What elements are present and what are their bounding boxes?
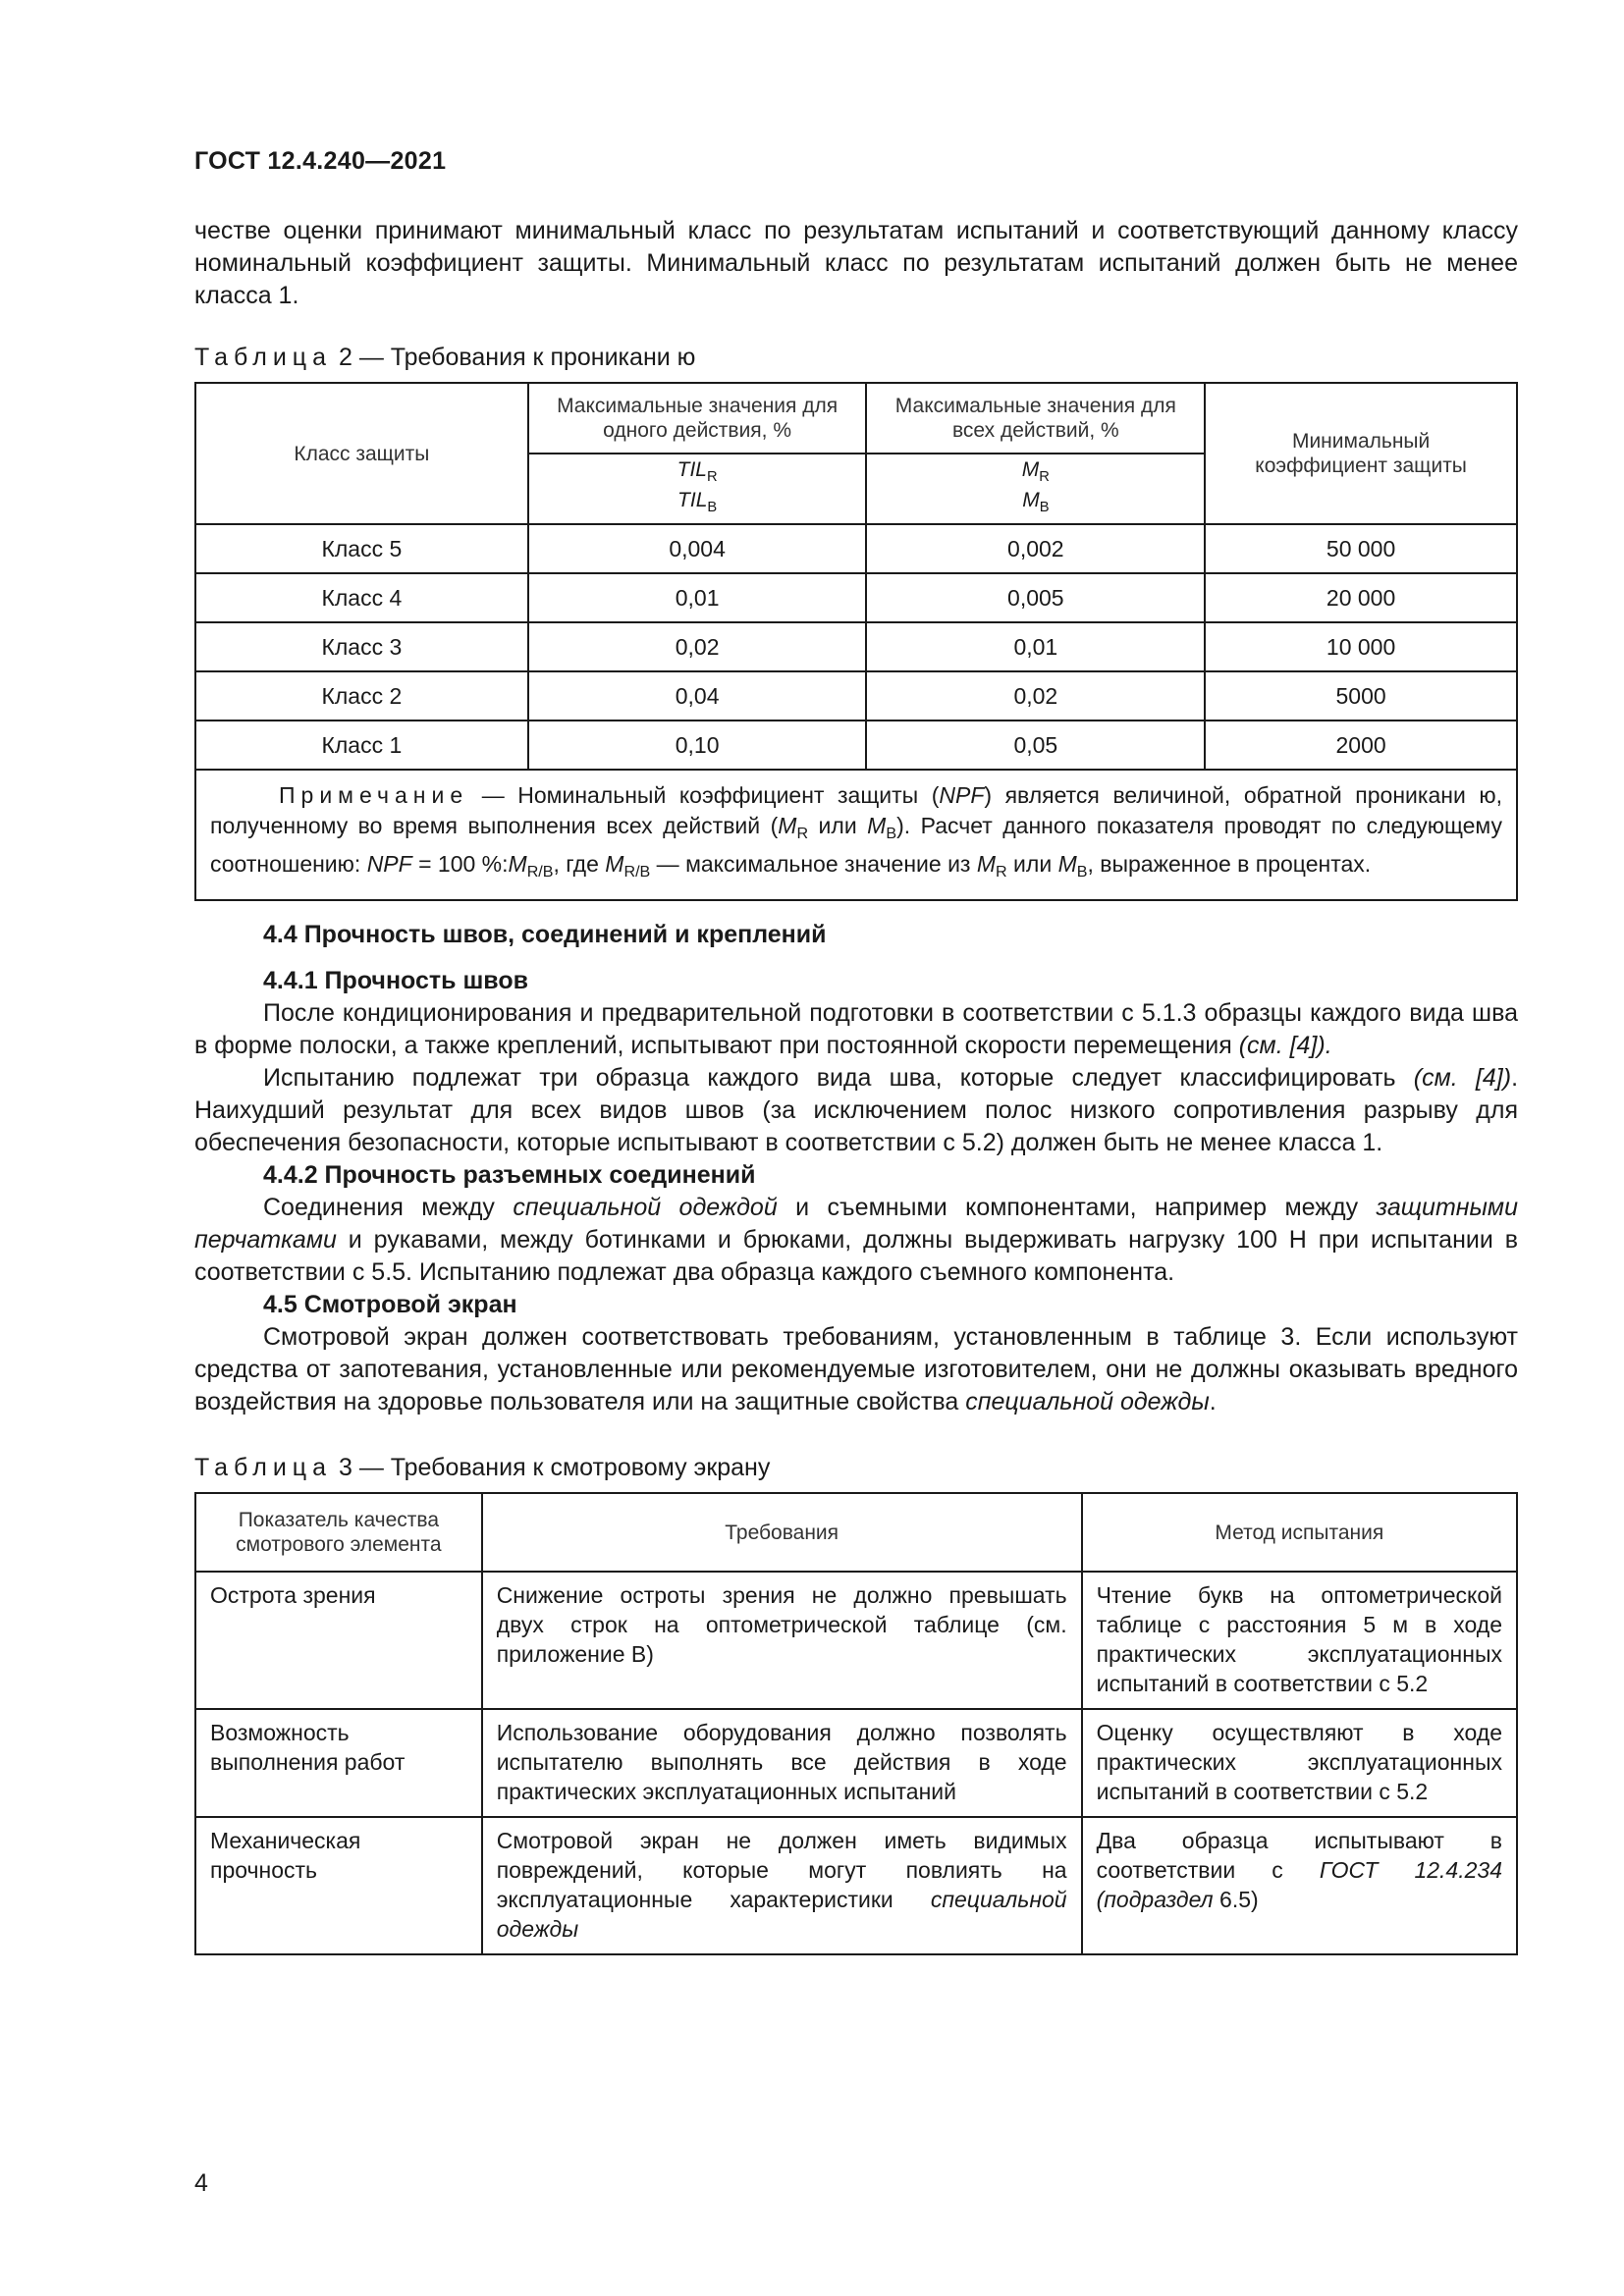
cell-requirement: Смотровой экран не должен иметь видимых повреждений, которые могут повлиять на эксплуатационные характеристики специальной одежды (482, 1817, 1082, 1954)
table3-viewing-screen (194, 1492, 1518, 1955)
document-header: ГОСТ 12.4.240—2021 (194, 147, 447, 175)
cell-single: 0,10 (528, 721, 867, 770)
cell-all: 0,02 (866, 671, 1205, 721)
table3-caption (194, 1452, 1518, 1484)
table2-caption-text: 2 — Требования к проникани ю (338, 344, 696, 371)
table3-header-requirements: Требования (482, 1493, 1082, 1572)
table3-header-indicator: Показатель качества смотрового элемента (195, 1493, 482, 1572)
section-4-4-title: 4.4 Прочность швов, соединений и креплений (263, 921, 827, 948)
table2-m-symbols: $M_R$ $M_B$ (866, 454, 1205, 524)
cell-npf: 10 000 (1205, 622, 1517, 671)
table2-header-single: Максимальные значения для одного действия, % (528, 383, 867, 454)
table2-header-npf: Минимальный коэффициент защиты (1205, 383, 1517, 524)
table3-caption-word: Таблица (194, 1454, 333, 1481)
cell-requirement: Снижение остроты зрения не должно превышать двух строк на оптометрической таблице (см. приложение В) (482, 1572, 1082, 1709)
cell-method: Чтение букв на оптометрической таблице с расстояния 5 м в ходе практических эксплуатационных испытаний в соответствии с 5.2 (1082, 1572, 1517, 1709)
cell-indicator: Механическая прочность (195, 1817, 482, 1954)
document-page (194, 147, 1518, 1955)
cell-class: Класс 3 (195, 622, 528, 671)
cell-single: 0,004 (528, 524, 867, 573)
cell-single: 0,04 (528, 671, 867, 721)
table-row (195, 671, 1517, 721)
cell-class: Класс 2 (195, 671, 528, 721)
cell-class: Класс 1 (195, 721, 528, 770)
cell-single: 0,02 (528, 622, 867, 671)
page-number: 4 (194, 2169, 208, 2197)
table3-caption-text: 3 — Требования к смотровому экрану (338, 1454, 771, 1481)
note-label: Примечание (279, 782, 469, 808)
table2-til-symbols: $TIL_R$ $TIL_B$ (528, 454, 867, 524)
table-row (195, 1572, 1517, 1709)
table2-penetration (194, 382, 1518, 901)
cell-requirement: Использование оборудования должно позволять испытателю выполнять все действия в ходе практических эксплуатационных испытаний (482, 1709, 1082, 1817)
table2-caption-word: Таблица (194, 344, 333, 371)
table2-header-all: Максимальные значения для всех действий, % (866, 383, 1205, 454)
section-4-5-para: Смотровой экран должен соответствовать требованиям, установленным в таблице 3. Если используют средства от запотевания, установленные или рекомендуемые изготовителем, они не должны оказывать вредного воздействия на здоровье пользователя или на защитные свойства специальной одежды. (194, 1323, 1518, 1415)
table-row (195, 721, 1517, 770)
table2-header-class: Класс защиты (195, 383, 528, 524)
intro-paragraph: честве оценки принимают минимальный класс по результатам испытаний и соответствующий данному классу номинальный коэффициент защиты. Минимальный класс по результатам испытаний должен быть не менее класса 1. (194, 217, 1518, 309)
cell-single: 0,01 (528, 573, 867, 622)
table2-caption (194, 342, 1518, 374)
cell-npf: 2000 (1205, 721, 1517, 770)
cell-npf: 5000 (1205, 671, 1517, 721)
cell-class: Класс 4 (195, 573, 528, 622)
cell-method: Два образца испытывают в соответствии с ГОСТ 12.4.234 (подраздел 6.5) (1082, 1817, 1517, 1954)
table2-note: Примечание — Номинальный коэффициент защиты (NPF) является величиной, обратной проникани ю, полученному во время выполнения всех действий ($M_R$ или $M_B$). Расчет данного показателя проводят по следующему соотношению: NPF = 100 $\%:M_{R/B}$, где $M_{R/B}$ — максимальное значение из $M_R$ или $M_B$, выраженное в процентах. (195, 770, 1517, 900)
section-4-5-title: 4.5 Смотровой экран (263, 1291, 517, 1318)
cell-npf: 20 000 (1205, 573, 1517, 622)
table-row (195, 1817, 1517, 1954)
cell-class: Класс 5 (195, 524, 528, 573)
section-4-4-2-para: Соединения между специальной одеждой и съемными компонентами, например между защитными перчатками и рукавами, между ботинками и брюками, должны выдерживать нагрузку 100 Н при испытании в соответствии с 5.5. Испытанию подлежат два образца каждого съемного компонента. (194, 1194, 1518, 1286)
cell-all: 0,05 (866, 721, 1205, 770)
cell-method: Оценку осуществляют в ходе практических эксплуатационных испытаний в соответствии с 5.2 (1082, 1709, 1517, 1817)
table-row (195, 573, 1517, 622)
cell-all: 0,01 (866, 622, 1205, 671)
table-row (195, 1709, 1517, 1817)
cell-all: 0,002 (866, 524, 1205, 573)
section-4-4-1-title: 4.4.1 Прочность швов (263, 967, 528, 994)
table-row (195, 524, 1517, 573)
table-row (195, 622, 1517, 671)
cell-indicator: Возможность выполнения работ (195, 1709, 482, 1817)
section-4-4-1-para-2: Испытанию подлежат три образца каждого вида шва, которые следует классифицировать (см. [4]). Наихудший результат для всех видов швов (за исключением полос низкого сопротивления разрыву для обеспечения безопасности, которые испытывают в соответствии с 5.2) должен быть не менее класса 1. (194, 1064, 1519, 1156)
section-4-4-1-para-1: После кондиционирования и предварительной подготовки в соответствии с 5.1.3 образцы каждого вида шва в форме полоски, а также креплений, испытывают при постоянной скорости перемещения (см. [4]). (194, 999, 1518, 1059)
section-4-4-2-title: 4.4.2 Прочность разъемных соединений (263, 1161, 756, 1189)
table3-header-method: Метод испытания (1082, 1493, 1517, 1572)
cell-indicator: Острота зрения (195, 1572, 482, 1709)
cell-npf: 50 000 (1205, 524, 1517, 573)
cell-all: 0,005 (866, 573, 1205, 622)
